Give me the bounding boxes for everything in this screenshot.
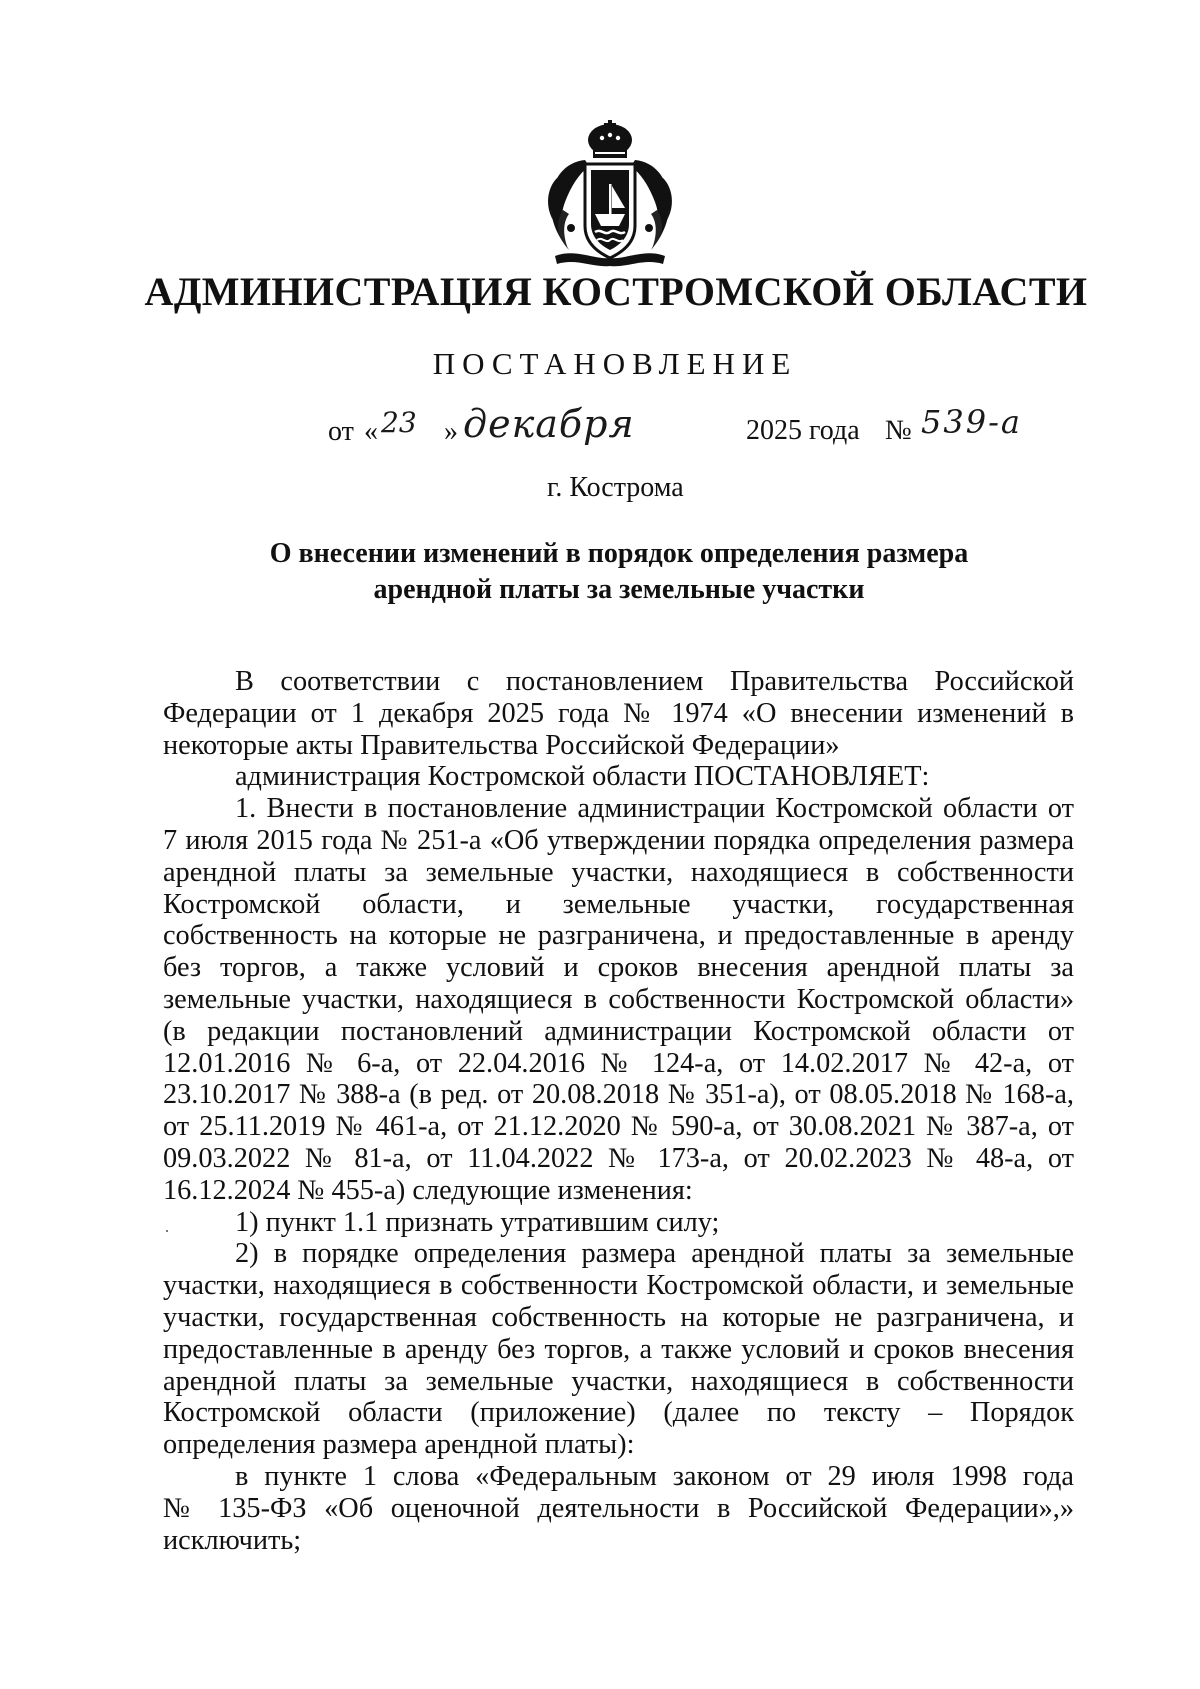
handwritten-month: декабря: [463, 402, 635, 446]
city-name: г. Кострома: [547, 472, 684, 503]
date-open-quote: «: [364, 416, 378, 447]
body-line: Федерации от 1 декабря 2025 года № 1974 «О внесении изменений в: [163, 697, 1074, 729]
body-line: Костромской области, и земельные участки, государственная: [163, 888, 1074, 920]
date-close-quote: »: [444, 416, 458, 447]
body-line: земельные участки, находящиеся в собственности Костромской области»: [163, 983, 1074, 1015]
body-line: участки, находящиеся в собственности Костромской области, и земельные: [163, 1270, 1074, 1302]
handwritten-number: 539-а: [921, 403, 1022, 441]
date-prefix: от: [328, 416, 354, 447]
body-text: [163, 666, 1074, 1556]
number-sign: №: [885, 415, 912, 446]
body-line: исключить;: [163, 1524, 302, 1556]
scan-artifact: [166, 1230, 168, 1232]
body-line: арендной платы за земельные участки, находящиеся в собственности: [163, 1365, 1074, 1397]
organization-title: АДМИНИСТРАЦИЯ КОСТРОМСКОЙ ОБЛАСТИ: [144, 269, 1088, 314]
body-line: предоставленные в аренду без торгов, а также условий и сроков внесения: [163, 1333, 1074, 1365]
body-line: администрация Костромской области ПОСТАНОВЛЯЕТ:: [235, 761, 930, 793]
subject-line-1: О внесении изменений в порядок определения размера: [269, 538, 969, 569]
body-line: 1) пункт 1.1 признать утратившим силу;: [235, 1206, 720, 1238]
body-line: 2) в порядке определения размера арендной платы за земельные: [235, 1238, 1074, 1270]
body-line: собственность на которые не разграничена, и предоставленные в аренду: [163, 920, 1074, 952]
document-type: ПОСТАНОВЛЕНИЕ: [432, 346, 798, 381]
body-line: участки, государственная собственность на которые не разграничена, и: [163, 1301, 1074, 1333]
document-subject: [0, 536, 1200, 608]
body-line: 12.01.2016 № 6-а, от 22.04.2016 № 124-а, от 14.02.2017 № 42-а, от: [163, 1047, 1074, 1079]
handwritten-day: 23: [381, 406, 417, 439]
body-line: 1. Внести в постановление администрации Костромской области от: [235, 793, 1074, 825]
body-line: некоторые акты Правительства Российской Федерации»: [163, 729, 840, 761]
body-line: (в редакции постановлений администрации Костромской области от: [163, 1015, 1074, 1047]
body-line: арендной платы за земельные участки, находящиеся в собственности: [163, 856, 1074, 888]
body-line: без торгов, а также условий и сроков внесения арендной платы за: [163, 952, 1074, 984]
body-line: 09.03.2022 № 81-а, от 11.04.2022 № 173-а, от 20.02.2023 № 48-а, от: [163, 1142, 1074, 1174]
body-line: определения размера арендной платы):: [163, 1429, 635, 1461]
body-line: 23.10.2017 № 388-а (в ред. от 20.08.2018 № 351-а), от 08.05.2018 № 168-а,: [163, 1079, 1074, 1111]
date-year: 2025 года: [746, 415, 860, 446]
body-line: В соответствии с постановлением Правительства Российской: [235, 666, 1074, 697]
body-line: в пункте 1 слова «Федеральным законом от 29 июля 1998 года: [235, 1460, 1074, 1492]
body-line: 7 июля 2015 года № 251-а «Об утверждении порядка определения размера: [163, 824, 1074, 856]
body-line: № 135-ФЗ «Об оценочной деятельности в Российской Федерации»,»: [163, 1492, 1074, 1524]
date-line: [0, 402, 1200, 476]
body-line: Костромской области (приложение) (далее по тексту – Порядок: [163, 1397, 1074, 1429]
kostroma-coat-of-arms-icon: [535, 118, 685, 270]
body-line: 16.12.2024 № 455-а) следующие изменения:: [163, 1174, 693, 1206]
subject-line-2: арендной платы за земельные участки: [373, 574, 865, 605]
body-line: от 25.11.2019 № 461-а, от 21.12.2020 № 590-а, от 30.08.2021 № 387-а, от: [163, 1111, 1074, 1143]
